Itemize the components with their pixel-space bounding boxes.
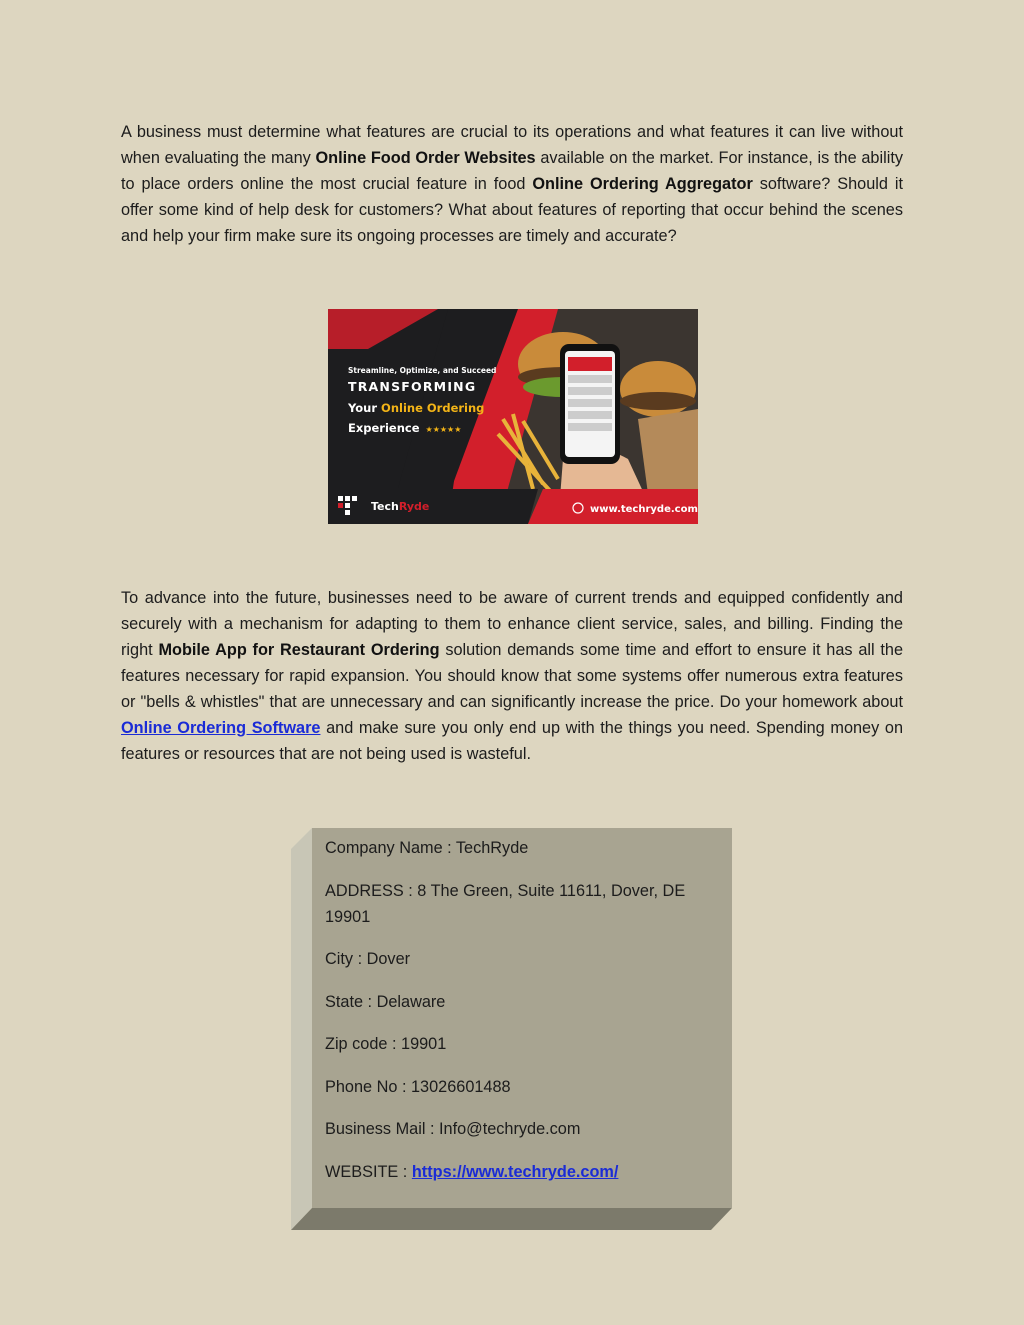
city: City : Dover — [325, 950, 411, 968]
website-label: WEBSITE : — [325, 1163, 412, 1181]
banner-headline: TRANSFORMING — [348, 379, 477, 394]
zip-code: Zip code : 19901 — [325, 1035, 447, 1053]
text: To advance into the future, businesses need to be aware of current trends and equipped confidently and securely with a mechanism for adapting to them to enhance client service, sales, and billing. Finding the right — [121, 589, 903, 659]
text: and make sure you only end up with the things you need. Spending money on features or resources that are not being used is wasteful. — [121, 719, 904, 763]
bold-term: Mobile App for Restaurant Ordering — [158, 641, 440, 659]
body-paragraph — [121, 585, 903, 767]
address: ADDRESS : 8 The Green, Suite 11611, Dover, DE 19901 — [325, 882, 686, 926]
bold-term: Online Ordering Aggregator — [532, 175, 753, 193]
contact-info-box — [312, 828, 732, 1208]
text: A business must determine what features are crucial to its operations and what features it can live without when evaluating the many — [121, 123, 903, 167]
phone-number: Phone No : 13026601488 — [325, 1078, 511, 1096]
banner-url: www.techryde.com — [590, 504, 698, 515]
text: available on the market. For instance, is the ability to place orders online the most crucial feature in food — [121, 149, 903, 193]
bold-term: Online Food Order Websites — [315, 149, 536, 167]
intro-paragraph — [121, 119, 903, 249]
online-ordering-software-link[interactable]: Online Ordering Software — [121, 719, 321, 737]
banner-line2: Your Online Ordering — [348, 401, 485, 415]
business-mail: Business Mail : Info@techryde.com — [325, 1120, 581, 1138]
website — [325, 1159, 715, 1185]
banner-tagline: Streamline, Optimize, and Succeed — [348, 366, 497, 375]
promo-banner-image — [328, 309, 698, 524]
state: State : Delaware — [325, 993, 446, 1011]
text: solution demands some time and effort to ensure it has all the features necessary for rapid expansion. You should know that some systems offer numerous extra features or "bells & whistles" that are unnecessary and can significantly increase the price. Do your homework about — [121, 641, 903, 711]
website-link[interactable]: https://www.techryde.com/ — [411, 1163, 619, 1181]
banner-logo: TechRyde — [371, 500, 430, 513]
company-name: Company Name : TechRyde — [325, 839, 529, 857]
text: software? Should it offer some kind of help desk for customers? What about features of reporting that occur behind the scenes and help your firm make sure its ongoing processes are timely and accurate? — [121, 175, 903, 245]
banner-line3: Experience ★★★★★ — [348, 421, 462, 435]
